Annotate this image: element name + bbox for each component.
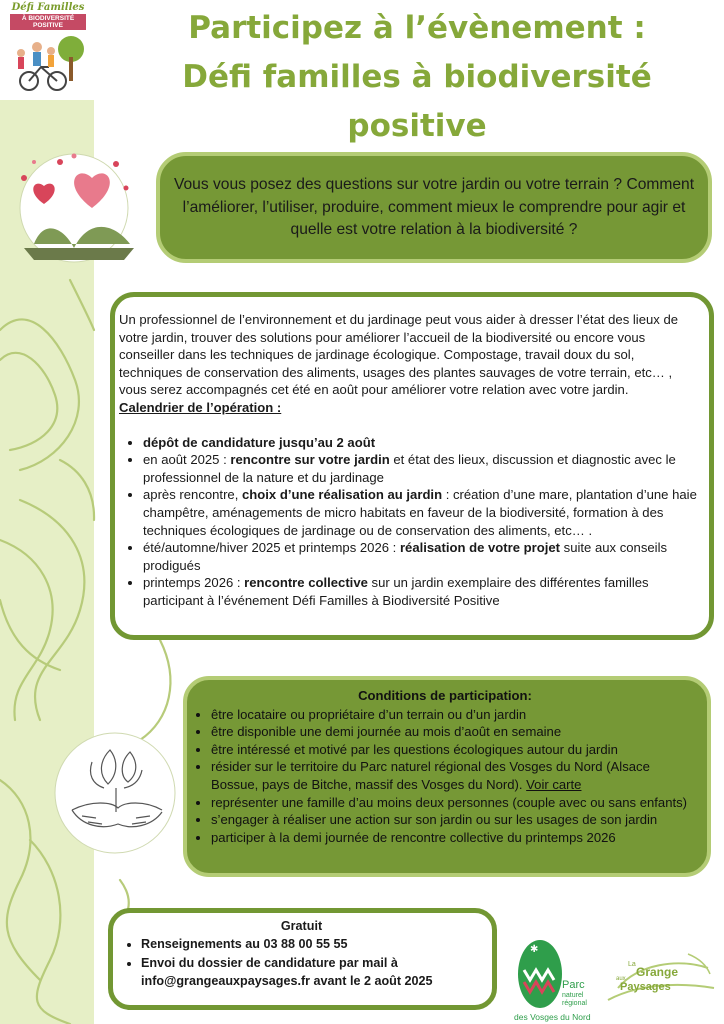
page-title bbox=[110, 4, 724, 151]
info-list bbox=[117, 935, 486, 990]
info-item-phone: • Renseignements au 03 88 00 55 55 bbox=[141, 935, 486, 953]
parc-vosges-du-nord-logo bbox=[514, 930, 598, 1022]
calendar-item: • printemps 2026 : rencontre collective sur un jardin exemplaire des différentes familles participant à l’événement Défi Familles à Biodiversité Positive bbox=[143, 574, 701, 609]
condition-item: • participer à la demi journée de rencontre collective du printemps 2026 bbox=[211, 829, 699, 847]
grange-text-grange: Grange bbox=[636, 965, 679, 979]
conditions-heading: Conditions de participation: bbox=[358, 688, 532, 703]
condition-item: • représenter une famille d’au moins deux personnes (couple avec ou sans enfants) bbox=[211, 794, 699, 812]
info-box bbox=[108, 908, 497, 1010]
grange-aux-paysages-logo bbox=[598, 944, 722, 1012]
parc-text-4: des Vosges du Nord bbox=[514, 1012, 591, 1022]
calendar-item: • après rencontre, choix d’une réalisation au jardin : création d’une mare, plantation d’une haie champêtre, aménagements de micro habitats en faveur de la biodiversité, formation à des techniques écologiques de jardinage ou de conservation des aliments, etc… . bbox=[143, 486, 701, 539]
hands-plant-illustration bbox=[52, 730, 178, 856]
calendar-item: • en août 2025 : rencontre sur votre jardin et état des lieux, discussion et diagnostic avec le professionnel de la nature et du jardinage bbox=[143, 451, 701, 486]
condition-item: • être disponible une demi journée au mois d’août en semaine bbox=[211, 723, 699, 741]
calendar-item: • dépôt de candidature jusqu’au 2 août bbox=[143, 434, 701, 452]
description-box bbox=[110, 292, 714, 640]
calendar-list bbox=[119, 434, 701, 610]
parc-text-3: régional bbox=[562, 1000, 587, 1007]
parc-text-1: Parc bbox=[562, 979, 585, 991]
intro-paragraph: Un professionnel de l’environnement et du jardinage peut vous aider à dresser l’état des lieux de votre jardin, trouver des solutions pour améliorer l’accueil de la biodiversité ou encore vous conseiller dans les techniques de jardinage écologique. Compostage, travail doux du sol, techniques de conservation des aliments, usages des plantes sauvages de votre terrain, etc… , vous serez accompagnés cet été en août pour améliorer votre relation avec votre jardin. bbox=[119, 312, 679, 398]
calendar-heading: Calendrier de l’opération : bbox=[119, 399, 282, 415]
grange-text-la: La bbox=[628, 961, 636, 968]
free-heading: Gratuit bbox=[280, 919, 323, 933]
defi-familles-logo bbox=[4, 2, 92, 96]
condition-item: • être locataire ou propriétaire d’un terrain ou d’un jardin bbox=[211, 706, 699, 724]
condition-item: • s’engager à réaliser une action sur son jardin ou sur les usages de son jardin bbox=[211, 811, 699, 829]
conditions-box bbox=[183, 676, 711, 877]
title-line-2: Défi familles à biodiversité positive bbox=[182, 59, 652, 144]
question-callout: Vous vous posez des questions sur votre jardin ou votre terrain ? Comment l’améliorer, l’utiliser, produire, comment mieux le comprendre pour agir et quelle est votre relation à la biodiversité ? bbox=[156, 152, 712, 263]
hearts-garden-illustration bbox=[4, 148, 150, 264]
map-link[interactable]: Voir carte bbox=[526, 776, 582, 792]
grange-text-aux: aux bbox=[616, 976, 626, 982]
svg-text:✱: ✱ bbox=[530, 944, 539, 955]
condition-item: • être intéressé et motivé par les questions écologiques autour du jardin bbox=[211, 741, 699, 759]
conditions-list bbox=[191, 706, 699, 847]
logo-subtitle: À BIODIVERSITÉ POSITIVE bbox=[10, 14, 86, 30]
grange-text-paysages: Paysages bbox=[620, 981, 671, 993]
info-item-email: • Envoi du dossier de candidature par mail à info@grangeauxpaysages.fr avant le 2 août 2025 bbox=[141, 954, 486, 991]
calendar-item: • été/automne/hiver 2025 et printemps 2026 : réalisation de votre projet suite aux conseils prodigués bbox=[143, 539, 701, 574]
family-bicycle-illustration bbox=[9, 31, 87, 93]
condition-item: • résider sur le territoire du Parc naturel régional des Vosges du Nord (Alsace Bossue, pays de Bitche, massif des Vosges du Nord). Voir carte bbox=[211, 758, 699, 793]
title-line-1: Participez à l’évènement : bbox=[188, 10, 646, 46]
logo-title: Défi Familles bbox=[11, 2, 85, 13]
parc-text-2: naturel bbox=[562, 992, 584, 999]
